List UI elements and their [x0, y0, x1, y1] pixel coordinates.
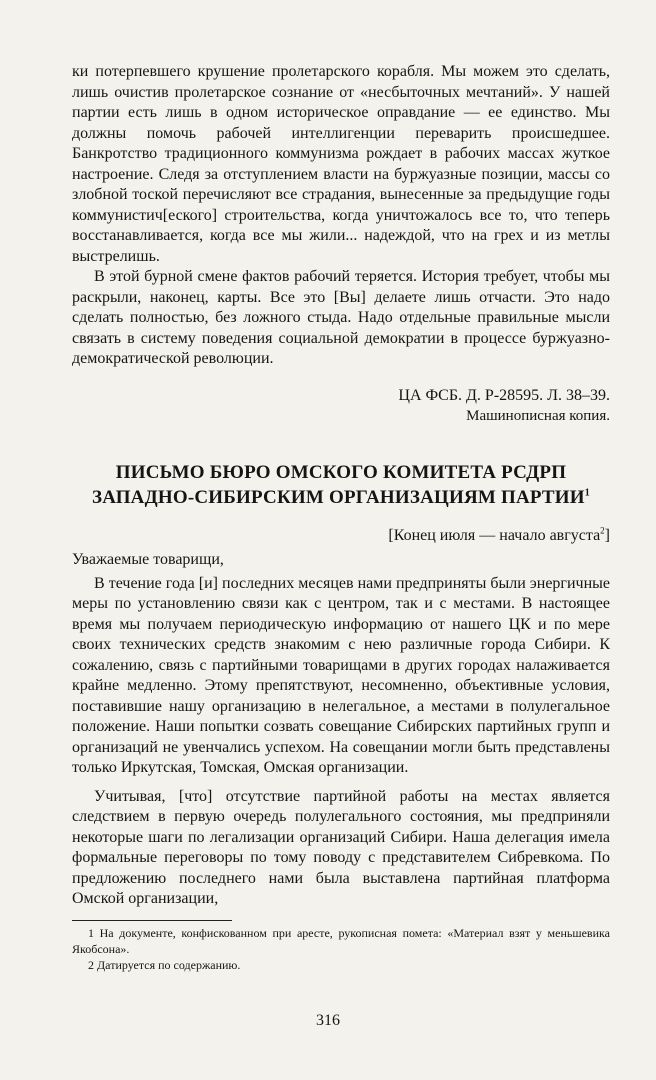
- footnote-mark: 1: [584, 487, 590, 499]
- archive-reference: ЦА ФСБ. Д. Р-28595. Л. 38–39.: [398, 386, 610, 404]
- footnote-divider: [72, 920, 232, 921]
- archive-citation: [72, 386, 610, 426]
- date-text: [Конец июля — начало августа: [388, 526, 601, 544]
- heading-line-2: ЗАПАДНО-СИБИРСКИМ ОРГАНИЗАЦИЯМ ПАРТИИ: [92, 486, 585, 508]
- paragraph: В этой бурной смене фактов рабочий теряется. История требует, чтобы мы раскрыли, наконец, карты. Все это [Вы] делаете лишь отчасти. Это надо сделать полностью, без ложного стыда. Надо отдельные правильные мысли связать в систему поведения социальной демократии в процессе буржуазно-демократической революции.: [72, 268, 610, 367]
- document-date: [72, 526, 610, 546]
- footnote: 2 Датируется по содержанию.: [88, 957, 241, 972]
- archive-copy-type: Машинописная копия.: [466, 407, 610, 424]
- heading-line-1: ПИСЬМО БЮРО ОМСКОГО КОМИТЕТА РСДРП: [115, 461, 567, 483]
- footnote-mark: 2: [600, 525, 605, 536]
- page-number: 316: [316, 1012, 340, 1029]
- date-close: ]: [604, 526, 610, 544]
- paragraph: ки потерпевшего крушение пролетарского корабля. Мы можем это сделать, лишь очистив пролетарское сознание от «несбыточных мечтаний». У нашей партии есть лишь в одном историческое оправдание — ее единство. Мы должны помочь рабочей интеллигенции переварить происшедшее. Банкротство традиционного коммунизма рождает в рабочих массах жуткое настроение. Следя за отступлением власти на буржуазные позиции, массы со злобной тоской перечисляют все страдания, вынесенные за предыдущие годы коммунистич[еского] строительства, когда уничтожалось все то, что теперь восстанавливается, когда все мы жили... надеждой, что на грех и из метлы выстрелишь.: [72, 63, 610, 265]
- footnote: 1 На документе, конфискованном при аресте, рукописная помета: «Материал взят у меньшевика Якобсона».: [72, 925, 610, 956]
- page-body: [72, 62, 610, 973]
- document-heading: [72, 460, 610, 510]
- paragraph: Учитывая, [что] отсутствие партийной работы на местах является следствием в первую очередь полулегального состояния, мы предприняли некоторые шаги по легализации организаций Сибири. Наша делегация имела формальные переговоры по тому поводу с представителем Сибревкома. По предложению последнего нами была выставлена партийная платформа Омской организации,: [72, 787, 610, 907]
- paragraph: В течение года [и] последних месяцев нами предприняты были энергичные меры по установлению связи как с центром, так и с местами. В настоящее время мы получаем периодическую информацию от нашего ЦК и по мере своих технических средств знакомим с нею различные города Сибири. К сожалению, связь с партийными товарищами в других городах налаживается крайне медленно. Этому препятствуют, несомненно, объективные условия, поставившие нашу организацию в нелегальное, а местами в полулегальное положение. Наши попытки созвать совещание Сибирских партийных групп и организаций не увенчались успехом. На совещании могли быть представлены только Иркутская, Томская, Омская организации.: [72, 574, 610, 776]
- salutation: Уважаемые товарищи,: [72, 550, 224, 568]
